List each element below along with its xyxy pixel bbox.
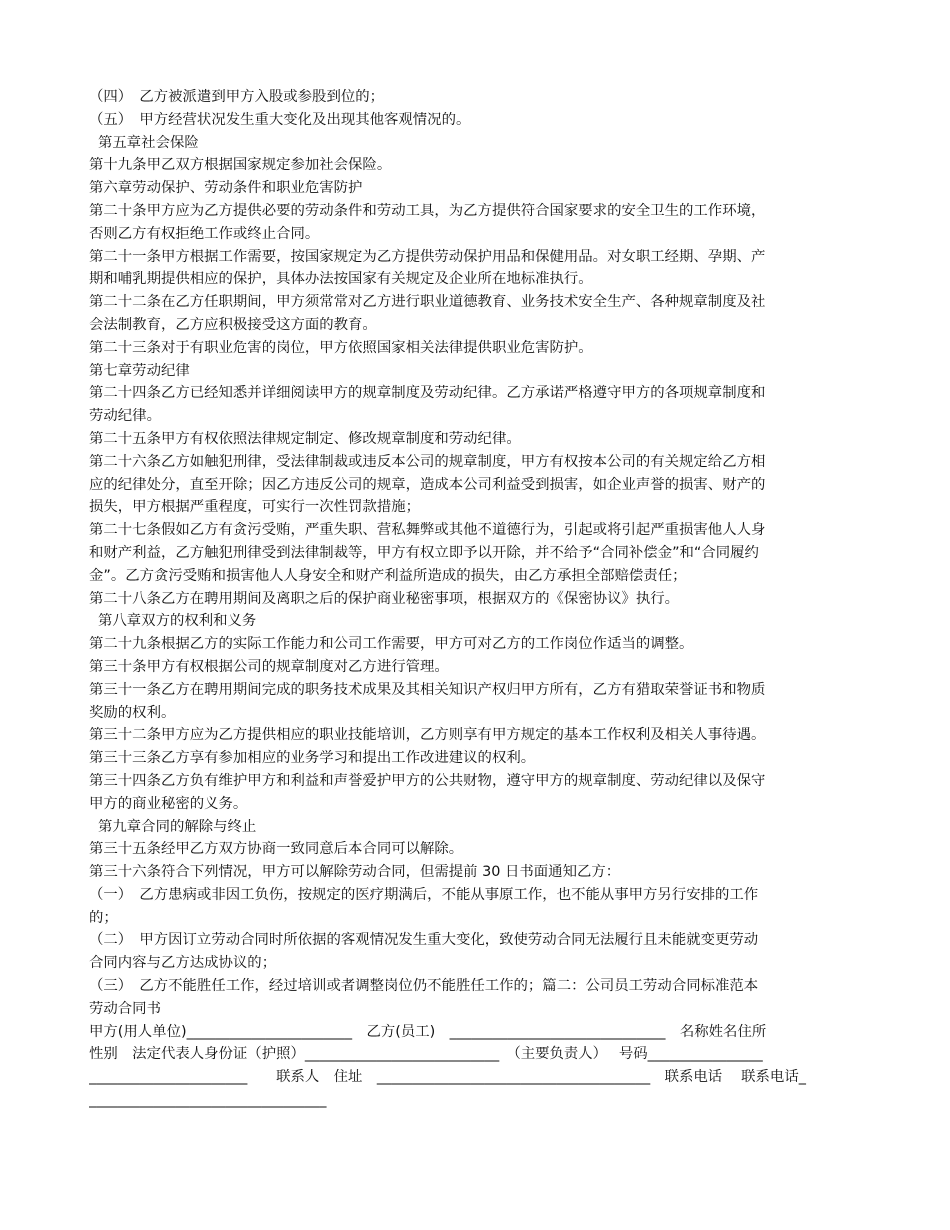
chapter-heading: 第九章合同的解除与终止 [98,818,257,835]
chapter-heading: 第六章劳动保护、劳动条件和职业危害防护 [89,180,363,197]
form-line: 甲方(用人单位)_______________________ 乙方(员工) ______________________________ 名称姓名住所 [89,1023,767,1040]
text-line: 第三十四条乙方负有维护甲方和利益和声誉爱护甲方的公共财物，遵守甲方的规章制度、劳动纪律以及保守 [89,772,766,789]
text-line: 合同内容与乙方达成协议的； [89,955,277,972]
text-line: 第二十六条乙方如触犯刑律，受法律制裁或违反本公司的规章制度，甲方有权按本公司的有关规定给乙方相 [89,453,766,470]
text-line: 第二十三条对于有职业危害的岗位，甲方依照国家相关法律提供职业危害防护。 [89,339,593,356]
text-line: （二） 甲方因订立劳动合同时所依据的客观情况发生重大变化，致使劳动合同无法履行且未能就变更劳动 [89,932,759,949]
text-line: （一） 乙方患病或非因工负伤，按规定的医疗期满后，不能从事原工作，也不能从事甲方另行安排的工作 [89,886,759,903]
form-line: _________________________________ [89,1092,327,1109]
text-line: 第三十一条乙方在聘用期间完成的职务技术成果及其相关知识产权归甲方所有，乙方有猎取荣誉证书和物质 [89,681,766,698]
text-line: 甲方的商业秘密的义务。 [89,795,248,812]
text-line: 第二十七条假如乙方有贪污受贿，严重失职、营私舞弊或其他不道德行为，引起或将引起严重损害他人人身 [89,522,766,539]
text-line: 第二十二条在乙方任职期间，甲方须常常对乙方进行职业道德教育、业务技术安全生产、各种规章制度及社 [89,294,766,311]
text-line: 第二十一条甲方根据工作需要，按国家规定为乙方提供劳动保护用品和保健用品。对女职工经期、孕期、产 [89,248,766,265]
text-line: 会法制教育，乙方应积极接受这方面的教育。 [89,316,377,333]
chapter-heading: 第五章社会保险 [98,134,199,151]
text-line: 第二十条甲方应为乙方提供必要的劳动条件和劳动工具，为乙方提供符合国家要求的安全卫生的工作环境， [89,202,766,219]
text-line: 的； [89,909,118,926]
chapter-heading: 第八章双方的权利和义务 [98,613,257,630]
text-line: 第三十三条乙方享有参加相应的业务学习和提出工作改进建议的权利。 [89,750,536,767]
text-line: （五） 甲方经营状况发生重大变化及出现其他客观情况的。 [89,111,471,128]
text-line: 第二十四条乙方已经知悉并详细阅读甲方的规章制度及劳动纪律。乙方承诺严格遵守甲方的各项规章制度和 [89,385,766,402]
text-line: 金”。乙方贪污受贿和损害他人人身安全和财产利益所造成的损失，由乙方承担全部赔偿责任； [89,567,687,584]
text-line: 第二十九条根据乙方的实际工作能力和公司工作需要，甲方可对乙方的工作岗位作适当的调整。 [89,636,694,653]
text-line: 第二十八条乙方在聘用期间及离职之后的保护商业秘密事项，根据双方的《保密协议》执行。 [89,590,680,607]
text-line: 和财产利益，乙方触犯刑律受到法律制裁等，甲方有权立即予以开除，并不给予“合同补偿金”和“合同履约 [89,544,759,561]
text-line: 第十九条甲乙双方根据国家规定参加社会保险。 [89,157,392,174]
contract-title: 劳动合同书 [89,1000,161,1017]
chapter-heading: 第七章劳动纪律 [89,362,190,379]
text-line: 第三十条甲方有权根据公司的规章制度对乙方进行管理。 [89,658,449,675]
text-line: 劳动纪律。 [89,408,161,425]
form-line: ______________________ 联系人 住址 ______________________________________ 联系电话 联系电话_ [89,1069,806,1086]
text-line: 第三十六条符合下列情况，甲方可以解除劳动合同，但需提前 30 日书面通知乙方： [89,864,621,881]
form-line: 性别 法定代表人身份证（护照）___________________________ （主要负责人） 号码________________ [89,1046,763,1063]
text-line: 损失，甲方根据严重程度，可实行一次性罚款措施； [89,499,420,516]
text-line: 奖励的权利。 [89,704,176,721]
text-line: 应的纪律处分，直至开除；因乙方违反公司的规章，造成本公司利益受到损害，如企业声誉的损害、财产的 [89,476,766,493]
text-line: （三） 乙方不能胜任工作，经过培训或者调整岗位仍不能胜任工作的；篇二：公司员工劳动合同标准范本 [89,978,759,995]
text-line: 第二十五条甲方有权依照法律规定制定、修改规章制度和劳动纪律。 [89,430,521,447]
text-line: 期和哺乳期提供相应的保护，具体办法按国家有关规定及企业所在地标准执行。 [89,271,593,288]
text-line: 否则乙方有权拒绝工作或终止合同。 [89,225,320,242]
text-line: 第三十二条甲方应为乙方提供相应的职业技能培训，乙方则享有甲方规定的基本工作权利及相关人事待遇。 [89,727,766,744]
text-line: （四） 乙方被派遣到甲方入股或参股到位的； [89,89,385,105]
text-line: 第三十五条经甲乙方双方协商一致同意后本合同可以解除。 [89,841,464,858]
